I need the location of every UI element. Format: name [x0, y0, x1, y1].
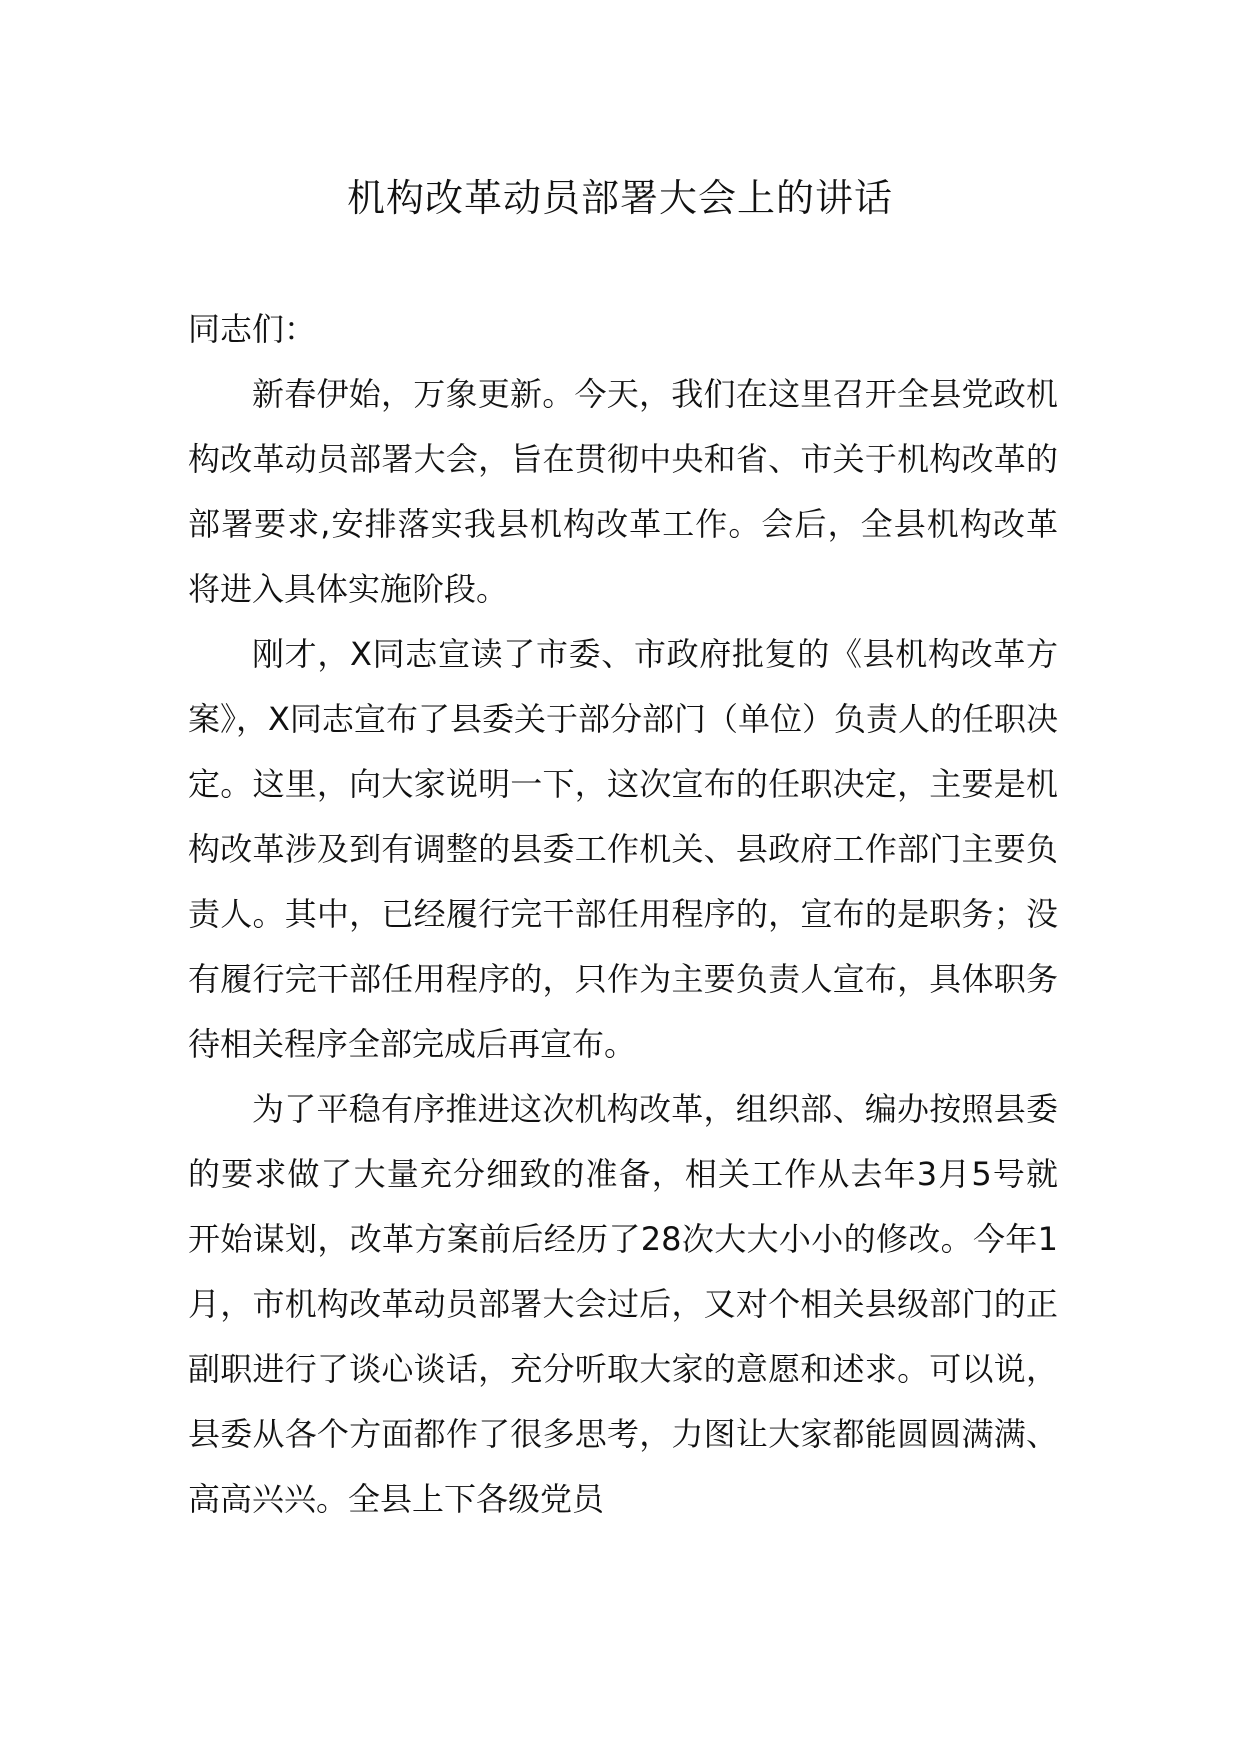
- paragraph-1: 新春伊始，万象更新。今天，我们在这里召开全县党政机构改革动员部署大会，旨在贯彻中央和省、市关于机构改革的部署要求,安排落实我县机构改革工作。会后，全县机构改革将进入具体实施阶段。: [188, 375, 1058, 608]
- document-body: [188, 297, 1058, 1532]
- salutation: 同志们：: [188, 310, 317, 348]
- paragraph-3: 为了平稳有序推进这次机构改革，组织部、编办按照县委的要求做了大量充分细致的准备，相关工作从去年3月5号就开始谋划，改革方案前后经历了28次大大小小的修改。今年1月，市机构改革动员部署大会过后，又对个相关县级部门的正副职进行了谈心谈话，充分听取大家的意愿和述求。可以说，县委从各个方面都作了很多思考，力图让大家都能圆圆满满、高高兴兴。全县上下各级党员: [188, 1090, 1058, 1518]
- document-title: 机构改革动员部署大会上的讲话: [346, 176, 893, 220]
- paragraph-2: 刚才，X同志宣读了市委、市政府批复的《县机构改革方案》，X同志宣布了县委关于部分部门（单位）负责人的任职决定。这里，向大家说明一下，这次宣布的任职决定，主要是机构改革涉及到有调整的县委工作机关、县政府工作部门主要负责人。其中，已经履行完干部任用程序的，宣布的是职务；没有履行完干部任用程序的，只作为主要负责人宣布，具体职务待相关程序全部完成后再宣布。: [188, 635, 1058, 1063]
